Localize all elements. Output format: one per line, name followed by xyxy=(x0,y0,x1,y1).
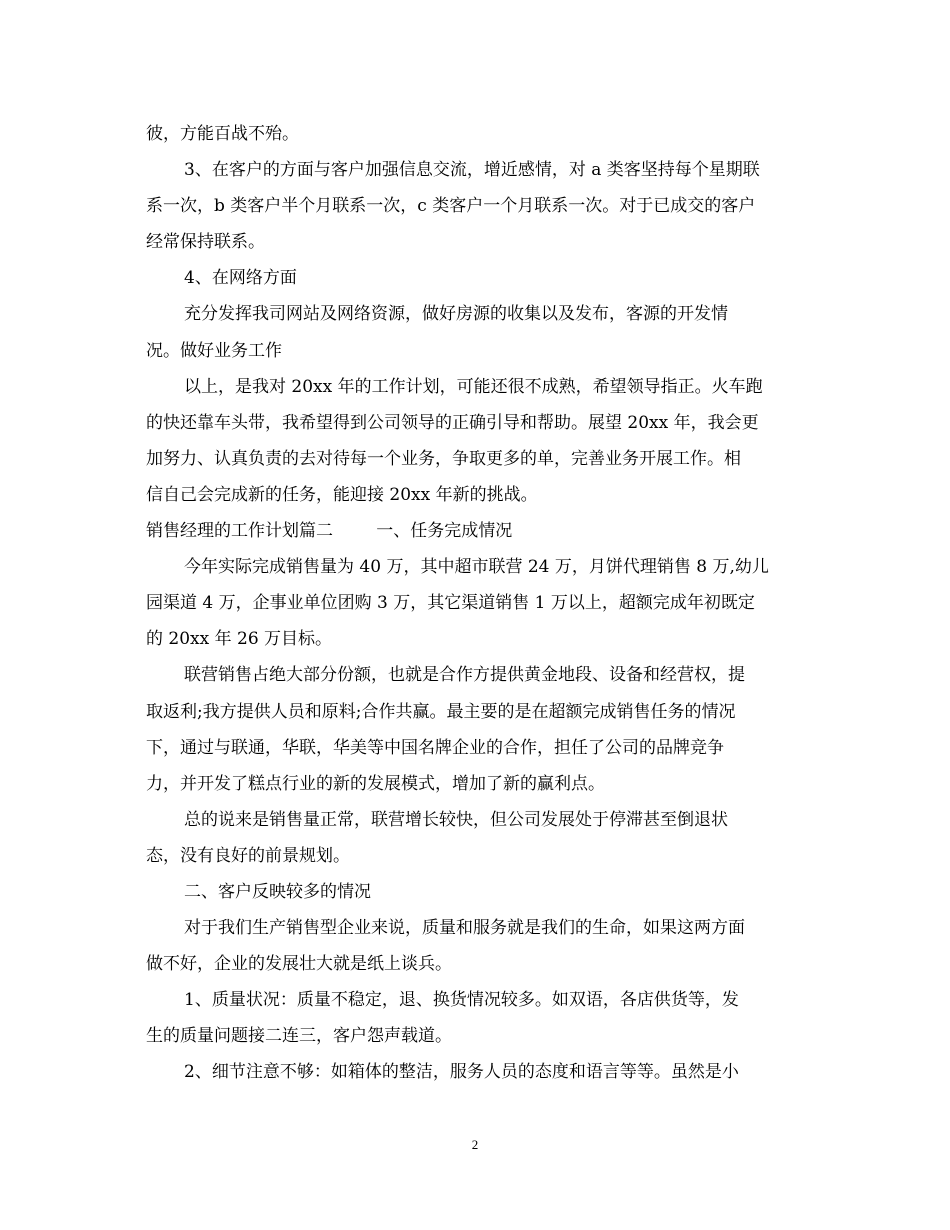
text-line: 彼，方能百战不殆。 xyxy=(146,124,299,144)
text-line: 联营销售占绝大部分份额，也就是合作方提供黄金地段、设备和经营权，提 xyxy=(184,665,745,686)
text-line: 系一次，b 类客户半个月联系一次，c 类客户一个月联系一次。对于已成交的客户 xyxy=(146,196,756,217)
text-line: 生的质量问题接二连三，客户怨声载道。 xyxy=(146,1026,452,1047)
text-line: 充分发挥我司网站及网络资源，做好房源的收集以及发布，客源的开发情 xyxy=(184,304,728,325)
text-line: 3、在客户的方面与客户加强信息交流，增近感情，对 a 类客坚持每个星期联 xyxy=(184,160,760,181)
text-line: 2、细节注意不够：如箱体的整洁，服务人员的态度和语言等等。虽然是小 xyxy=(184,1062,739,1083)
text-line: 对于我们生产销售型企业来说，质量和服务就是我们的生命，如果这两方面 xyxy=(184,918,745,939)
section-heading: 销售经理的工作计划篇二 一、任务完成情况 xyxy=(146,521,513,542)
text-line: 总的说来是销售量正常，联营增长较快，但公司发展处于停滞甚至倒退状 xyxy=(184,809,728,830)
text-line: 的快还靠车头带，我希望得到公司领导的正确引导和帮助。展望 20xx 年，我会更 xyxy=(146,412,759,433)
text-line: 做不好，企业的发展壮大就是纸上谈兵。 xyxy=(146,954,452,975)
text-line: 态，没有良好的前景规划。 xyxy=(146,845,350,866)
text-line: 经常保持联系。 xyxy=(146,232,265,253)
subheading: 二、客户反映较多的情况 xyxy=(184,881,371,902)
text-line: 况。做好业务工作 xyxy=(146,340,282,361)
text-line: 的 20xx 年 26 万目标。 xyxy=(146,629,333,650)
text-line: 力，并开发了糕点行业的新的发展模式，增加了新的赢利点。 xyxy=(146,773,605,794)
text-line: 信自己会完成新的任务，能迎接 20xx 年新的挑战。 xyxy=(146,484,538,505)
text-line: 1、质量状况：质量不稳定，退、换货情况较多。如双语，各店供货等，发 xyxy=(184,990,739,1011)
page-number: 2 xyxy=(471,1137,479,1152)
text-line: 园渠道 4 万，企事业单位团购 3 万，其它渠道销售 1 万以上，超额完成年初既定 xyxy=(146,593,755,614)
text-line: 4、在网络方面 xyxy=(184,268,297,289)
body-text xyxy=(146,116,808,1091)
text-line: 今年实际完成销售量为 40 万，其中超市联营 24 万，月饼代理销售 8 万,幼儿 xyxy=(184,557,769,578)
text-line: 下，通过与联通，华联，华美等中国名牌企业的合作，担任了公司的品牌竞争 xyxy=(146,737,724,758)
text-line: 以上，是我对 20xx 年的工作计划，可能还很不成熟，希望领导指正。火车跑 xyxy=(184,376,763,397)
text-line: 取返利;我方提供人员和原料;合作共赢。最主要的是在超额完成销售任务的情况 xyxy=(146,701,736,722)
text-line: 加努力、认真负责的去对待每一个业务，争取更多的单，完善业务开展工作。相 xyxy=(146,448,741,469)
